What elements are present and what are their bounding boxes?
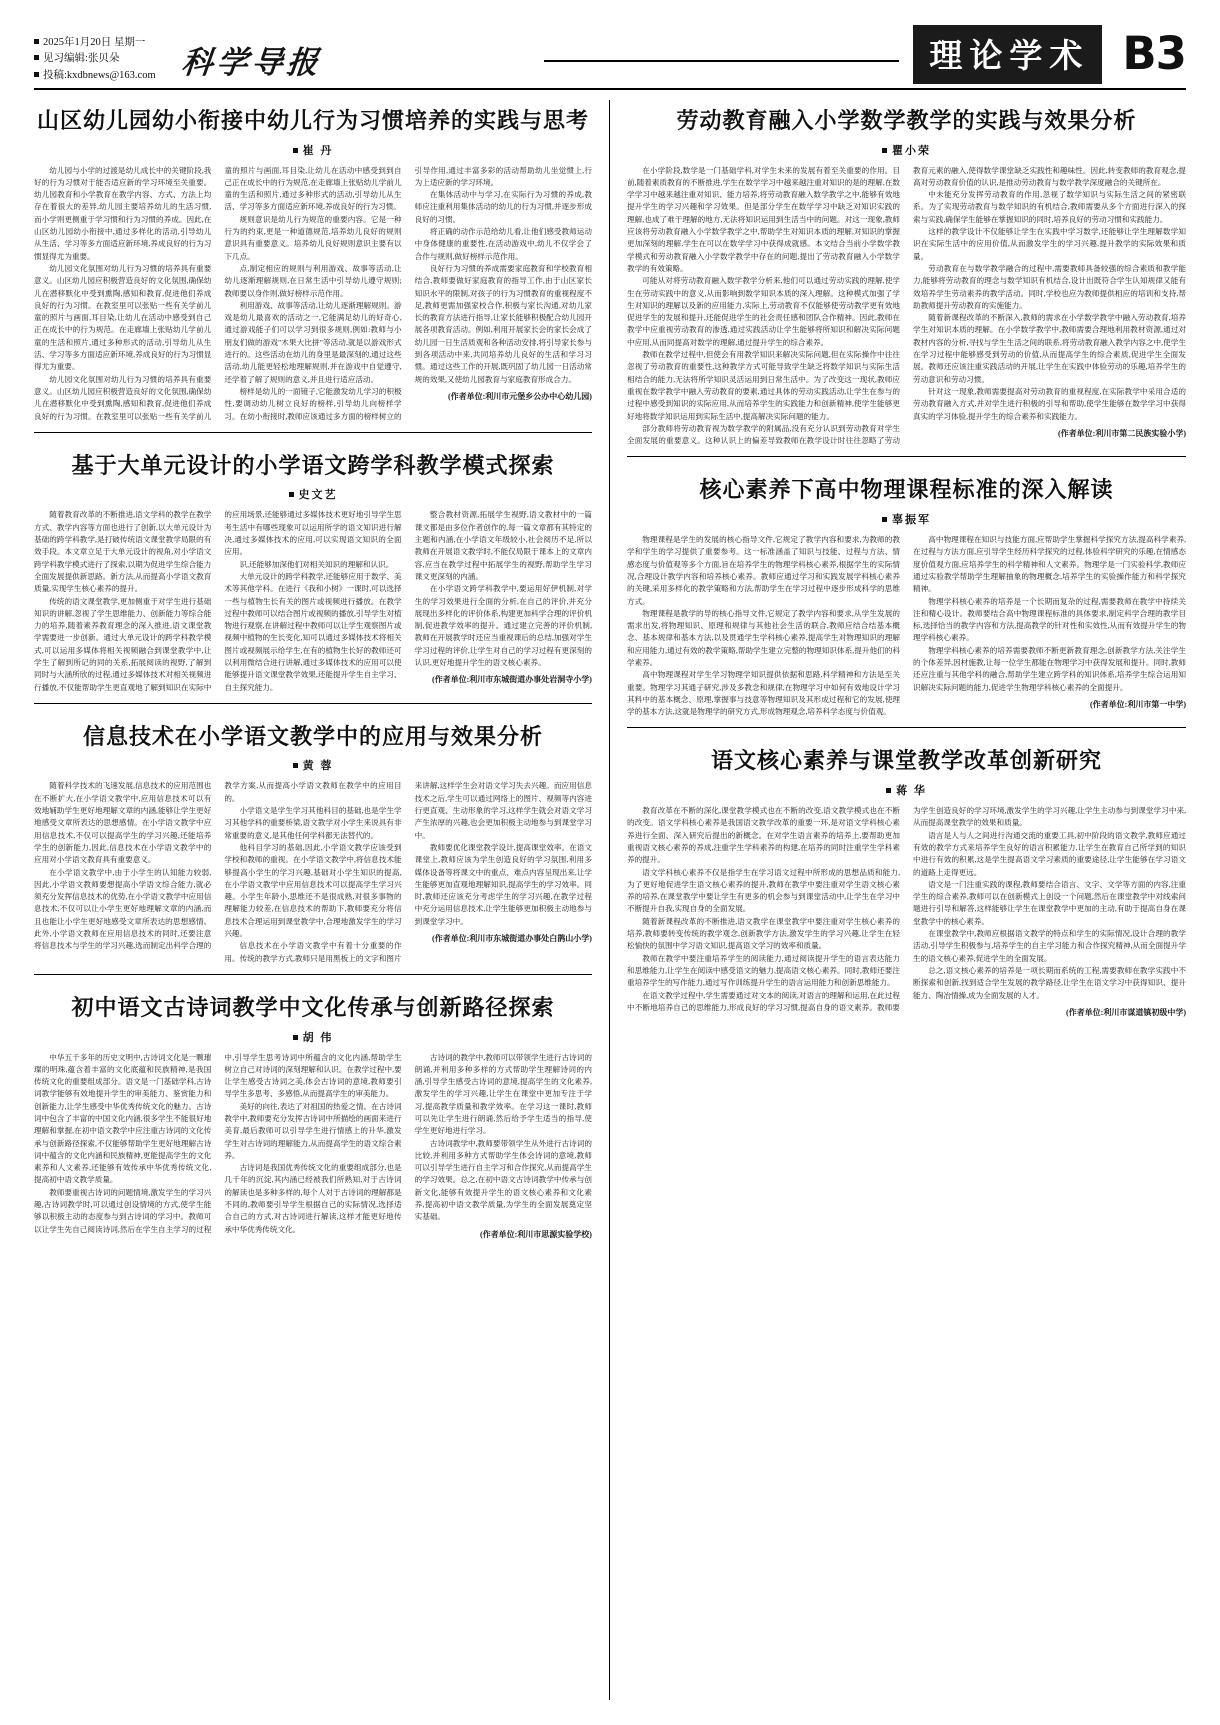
paragraph: 识,还能够加深他们对相关知识的理解和认识。 <box>239 559 394 569</box>
bullet-square-icon <box>34 55 39 60</box>
article-author: 瞿小荣 <box>892 144 931 157</box>
article-affiliation: (作者单位:利川市东城街道办事处白鹊山小学) <box>431 934 592 944</box>
right-column-group <box>610 100 1186 1700</box>
paragraph: 在课堂教学中,教师应根据语文教学的特点和学生的实际情况,设计合理的教学活动,引导学生积极参与,培养学生的自主学习能力和合作探究精神,从而全面提升学生的语文核心素养,促进学生的全面发展。 <box>913 929 1186 963</box>
article-affiliation: (作者单位:利川市思源实验学校) <box>479 1229 592 1239</box>
article-danyuan-sheji <box>34 445 592 704</box>
article-laodong-jiaoyu <box>627 100 1186 457</box>
bullet-square-icon <box>293 1035 298 1040</box>
paragraph: 劳动教育在与数学教学融合的过程中,需要教师具备较强的综合素质和教学能力,能够将劳动教育的理念与数学知识有机结合,设计出既符合学生认知规律又能有效培养学生劳动素养的教学活动。同时,学校也应为教师提供相应的培训和支持,帮助教师提升劳动教育的实施能力。 <box>913 263 1186 310</box>
article-divider <box>627 727 1186 728</box>
paragraph: 高中物理课程对学生学习物理学知识提供依据和思路,科学精神和方法是至关重要。物理学习其通子研究,涉及多教念和规律,在物理学习中如何有效地设计学习其料中的基本概念、原理,掌握事与技意等物理知识及其形成过程和它的发展,使理学的基本方法,这就是物理学的研究方式,形成物理观念,培养科学态度与价值观。 <box>627 670 900 717</box>
paragraph: 榜样是幼儿的一面镜子,它能激发幼儿学习的积极性,要调动幼儿树立良好的榜样,引导幼儿向榜样学习。在幼小衔接时,教师应该通过多方面的榜样树立的引导作用,通过丰富多彩的活动帮助幼儿坐觉惯上,行为上适应新的学习环境。 <box>224 165 592 421</box>
paragraph: 在集体活动中与学习,在实际行为习惯的养成,教师应注重利用集体活动的幼儿的行为习惯,并逐步形成良好的习惯。 <box>414 190 592 224</box>
paper-logo: 科学导报 <box>179 45 324 81</box>
article-gushici <box>34 987 592 1242</box>
paragraph: 物理学科核心素养的培养是一个长期而复杂的过程,需要教师在教学中持续关注和精心设计。教师要结合高中物理课程标准的具体要求,制定科学合理的教学目标,选择恰当的教学内容和方法,提高教学的针对性和实效性,从而有效提升学生的物理学科核心素养。 <box>913 596 1186 643</box>
bullet-square-icon <box>886 788 891 793</box>
paragraph: 随着新课程改革的不断推进,语文教学在课堂教学中要注重对学生核心素养的培养,教师要转变传统的教学观念,创新教学方法,激发学生的学习兴趣,让学生在轻松愉快的氛围中学习语文知识,提高语文学习的效率和质量。 <box>627 916 900 951</box>
paragraph: 随着教育改革的不断推进,语文学科的教学在教学方式、教学内容等方面也进行了创新,以大单元设计为基础的跨学科教学,是打破传统语文课堂教学局限的有效手段。本文章立足于大单元设计的视角,对小学语文跨学科教学模式进行了探索,以期为促进学生综合能力全面发展提供新思路。新方法,从而提高小学语文教育质量,实现学生核心素养的提升。 <box>34 510 212 594</box>
publish-date-row <box>34 35 156 51</box>
paragraph: 将正确的动作示范给幼儿看,让他们感受教师运动中身体健康的重要性,在活动游戏中,幼儿不仅学会了合作与规则,做好榜样示范作用。 <box>414 227 592 261</box>
article-divider <box>34 432 592 433</box>
section-badge: 理论学术 <box>913 25 1102 84</box>
article-author: 胡 伟 <box>302 1031 334 1044</box>
article-divider <box>34 974 592 975</box>
publish-date: 2025年1月20日 星期一 <box>43 37 146 49</box>
paragraph: 在语文教学过程中,学生需要通过对文本的阅读,对语言的理解和运用,在此过程中不断地培养自己的思维能力,形成良好的学习习惯,提高自身的语文素养。教师要为学生创造良好的学习环境,激发学生的学习兴趣,让学生主动参与到课堂学习中来,从而提高课堂教学的效果和质量。 <box>627 806 1186 1012</box>
paragraph: 幼儿园文化氛围对幼儿行为习惯的培养具有重要意义。山区幼儿园应积极营造良好的文化氛围,确保幼儿在潜移默化中受到熏陶,感知和教育,促进他们养成良好的行为习惯。在教室里可以张贴一些有关学前儿童的照片与画面,耳目染,让幼儿在活动中感受到到自己正在成长中的行为规范,在走廊墙上张贴幼儿学前儿童的生活和照片,通过多种形式的活动,引导幼儿从生活、学习等多方面适应新环境,养成良好的行为习惯。 <box>34 165 402 421</box>
paragraph: 随着科学技术的飞速发展,信息技术的应用范围也在不断扩大,在小学语文教学中,应用信息技术可以有效地辅助学生更好地理解文章的内涵,能够让学生更好地感受文章所表达的思想感情。在小学语文教学中应用信息技术,不仅可以提高学生的学习兴趣,还能培养学生的创新能力,因此,信息技术在小学语文教学中的应用对小学语文教育具有重要意义。 <box>34 781 212 865</box>
paragraph: 中华五千多年的历史文明中,古诗词文化是一颗璀璨的明珠,蕴含着丰富的文化底蕴和民族精神,是我国传统文化的重要组成部分。语文是一门基础学科,古诗词教学能够有效地提升学生的审美能力、鉴赏能力和创新能力,让学生感受中华优秀传统文化的魅力。古诗词中包含了丰富的中国文化内涵,很多学生不能很好地理解和掌握,在初中语文教学中应注重古诗词的文化传承与创新路径探索,不仅能够帮助学生更好地理解古诗词中蕴含的文化内涵和民族精神,更能提高学生的文化素养和人文素养,还能够有效传承中华优秀传统文化,提高初中语文教学质量。 <box>34 1052 212 1185</box>
bullet-square-icon <box>882 517 887 522</box>
article-author: 蒋 华 <box>896 785 927 798</box>
bullet-square-icon <box>34 72 39 77</box>
paragraph: 语文是一门注重实践的课程,教师要结合语言、文字、文学等方面的内容,注重学生的综合素养,教师可以在创新模式上创设一个问题,然后在课堂教学中对线索问题进行引导和解答,这样能够让学生在课堂教学中更加的主动,有助于提高自身在课堂教学中的核心素养。 <box>913 879 1186 926</box>
article-affiliation: (作者单位:利川市第二民族实验小学) <box>1058 428 1186 438</box>
article-divider <box>34 703 592 704</box>
paragraph: 古诗词是我国优秀传统文化的重要组成部分,也是几千年的沉淀,其内涵已经被我们所熟知,对于古诗词的解读也是多种多样的,每个人对于古诗词的理解都是不同的,教师要引导学生根据自己的实际情况,选择适合自己的方式,对古诗词进行解读,这样才能更好地传承中华优秀传统文化。 <box>224 1163 402 1234</box>
article-author: 辜振军 <box>892 514 931 527</box>
editor-row <box>34 51 156 67</box>
article-author: 史文艺 <box>298 489 338 502</box>
paragraph: 这样的教学设计不仅能够让学生在实践中学习数学,还能够让学生理解数学知识在实际生活中的应用价值,从而激发学生的学习兴趣,提升教学的实际效果和质量。 <box>913 227 1186 261</box>
article-byline <box>627 511 1186 527</box>
masthead-right <box>544 25 1186 84</box>
article-title: 信息技术在小学语文教学中的应用与效果分析 <box>82 723 543 750</box>
article-title: 初中语文古诗词教学中文化传承与创新路径探索 <box>71 994 555 1021</box>
article-body <box>627 165 1186 448</box>
paragraph: 古诗词的教学中,教师可以带领学生进行古诗词的朗诵,并利用多种多样的方式帮助学生理解诗词的内涵,引导学生感受古诗词的意境,提高学生的文化素养,激发学生的学习兴趣,让学生在课堂中更加专注于学习,提高教学质量和教学效率。在学习这一课时,教师可以先让学生进行朗诵,然后给予学生适当的指导,使学生更好地进行学习。 <box>414 1052 592 1136</box>
email-row <box>34 68 156 84</box>
masthead-rule <box>544 60 899 62</box>
paragraph: 大单元设计的跨学科教学,还能够应用于数学、美术等其他学科。在进行《我和小树》一课时,可以选择一些与植物生长有关的图片或视频进行播放。在教学过程中教师可以结合图片或视频的播放,引导学生对植物进行观察,在讲解过程中教师可以让学生观察图片或视频中植物的生长变化,知可以通过多媒体技术将相关图片或视频展示给学生,在有的植物生长好的教师还可以利用微结合进行讲解,通过多媒体技术的应用可以使能够提升语文课堂教学效果,还能提升学生自主学习、自主探究能力。 <box>224 571 402 692</box>
paragraph: 传统的语文课堂教学,更加侧重于对学生进行基础知识的讲解,忽视了学生思维能力、创新能力等综合能力的培养,随着素养教育理念的深入推进,语文课堂教学需要进一步创新。通过大单元设计的跨学科教学模式,可以运用多媒体将相关视频融合到课堂教学中,让学生了解到所记的同的关系,拓展阅读的视野,了解到同时与大涵所欣的过程,通过多媒体技术对相关视频进行播放,不仅能帮助学生更直观地了解到知识在实际中的应用场景,还能够通过多媒体技术更好地引导学生思考生活中有哪些现象可以运用所学的语文知识进行解决,通过多媒体技术的应用,可以实现语文知识的全面应用。 <box>34 510 402 692</box>
article-affiliation: (作者单位:利川市谋道镇初级中学) <box>1066 1007 1186 1017</box>
article-body <box>627 805 1186 1020</box>
paragraph: 他科目学习的基础,因此,小学语文教学应该受到学校和教师的重视。在小学语文教学中,将信息技术能够提高小学生的学习兴趣,基础对小学生知识的提高,在小学语文教学中应用信息技术可以提高学生学习兴趣。小学生年龄小,思维还不是很成熟,对很多事物的理解能力较差,在信息技术的帮助下,教师要充分将信息技术合理运用到课堂教学中,合理地激发学生的学习兴趣。 <box>224 842 402 939</box>
paragraph: 幼儿园与小学的过渡是幼儿成长中的关键阶段,我好的行为习惯对于能否适应新的学习环境至关重要。幼儿园教育和小学教育在教学内容、方式、方法上均存在着很大的差异,幼儿园主要培养幼儿的生活习惯,而小学则更侧重于学习惯和行为习惯的养成。因此,在山区幼儿园幼小衔接中,通过多样化的活动,引导幼儿从生活、学习等多方面适应新环境,养成良好的行为习惯显得尤为重要。 <box>34 165 212 261</box>
paragraph: 良好行为习惯的养成需要家庭教育和学校教育相结合,教师要做好家庭教育的指导工作,由于山区家长知识水平的限制,对孩子的行为习惯教育的重视程度不足,教师更需加强家校合作,积极与家长沟通,对幼儿家长的教育方法进行指导,让家长能够积极配合幼儿园开展各项教育活动。例如,利用开展家长会的家长会成了幼儿园一日生活质观和各种活动安排,将引导家长参与到各项活动中来,共同培养幼儿良好的生活和学习习惯。通过这些工作的开展,既巩固了幼儿园一日活动常规的效果,又使幼儿园教育与家庭教育形成合力。 <box>414 263 592 384</box>
paragraph: 规则意识是幼儿行为规范的重要内容。它是一种行为的约束,更是一种道德规范,培养幼儿良好的规则意识具有重要意义。培养幼儿良好规则意识主要有以下几点。 <box>224 214 402 261</box>
paragraph: 教师要优化课堂教学设计,提高课堂效率。在语文课堂上,教师应该为学生创造良好的学习氛围,利用多媒体设备等将课文中的重点、难点内容呈现出来,让学生能够更加直观地理解知识,提高学生的学习效率。同时,教师还应该充分考虑学生的学习兴趣,在教学过程中充分运用信息技术,让学生能够更加积极主动地参与到课堂学习中。 <box>414 842 592 926</box>
article-title: 山区幼儿园幼小衔接中幼儿行为习惯培养的实践与思考 <box>36 108 589 134</box>
paragraph: 幼儿园文化氛围对幼儿行为习惯的培养具有重要意义。山区幼儿园应积极营造良好的文化氛围,确保幼儿在潜移默化中受到熏陶,感知和教育,促进他们养成良好的行为习惯。在教室里可以张贴一些有关学前儿童的照片与画面,耳目染,让幼儿在活动中感受到自己正在成长中的行为规范。在走廊墙上张贴幼儿学前儿童的生活和照片,通过多种形式的活动,引导幼儿从生活、学习等多方面适应新环境,养成良好的行为习惯显得尤为重要。 <box>34 263 212 372</box>
paragraph: 语文学科核心素养不仅是指学生在学习语文过程中所形成的思想品质和能力,为了更好地促进学生语文核心素养的提升,教师在教学中要注重对学生语文核心素养的培养,在课堂教学中要让学生有更多的机会参与到课堂活动中,让学生在学习中不断提升自我,实现自身的全面发展。 <box>627 867 900 914</box>
page-number: B3 <box>1122 27 1186 80</box>
paragraph: 高中物理课程在知识与技能方面,应帮助学生掌握科学探究方法,提高科学素养,在过程与方法方面,应引导学生经历科学探究的过程,体验科学研究的乐趣,在情感态度价值观方面,应培养学生的科学精神和人文素养。物理学是一门实验科学,教师应通过实验教学帮助学生理解抽象的物理概念,培养学生的实验操作能力和科学探究精神。 <box>913 535 1186 594</box>
bullet-square-icon <box>293 763 298 768</box>
bullet-square-icon <box>289 492 294 497</box>
paragraph: 总之,语文核心素养的培养是一项长期而系统的工程,需要教师在教学实践中不断探索和创新,找到适合学生发展的教学路径,让学生在语文学习中获得知识、提升能力、陶冶情操,成为全面发展的人才。 <box>913 965 1186 1000</box>
article-body <box>627 534 1186 718</box>
masthead-info <box>34 35 156 84</box>
article-wuli-kecheng <box>627 469 1186 728</box>
paragraph: 物理课程是教学的导的核心指导文件,它规定了教学内容和要求,从学生发展的需求出发,将物理知识、原理和规律与其他社会生活的联合,教师应结合结基本概念、基本规律和基本方法,以及贯通学生学科核心素养,提高学生对物理知识的理解和应用能力,通过有效的教学策略,帮助学生建立完整的物理知识体系,提升他们的科学素养。 <box>627 608 900 667</box>
paragraph: 信息技术在小学语文教学中有着十分重要的作用。传统的教学方式,教师只是用黑板上的文字和图片来讲解,这样学生会对语文学习失去兴趣。而应用信息技术之后,学生可以通过网络上的图片、视频等内容进行更直观、生动形象的学习,这样学生就会对语文学习产生浓厚的兴趣,也会更加积极主动地参与到课堂学习中。 <box>224 781 592 963</box>
article-byline <box>34 142 592 158</box>
article-byline <box>627 142 1186 158</box>
article-author: 黄 蓉 <box>302 760 334 773</box>
paragraph: 在小学阶段,数学是一门基础学科,对学生未来的发展有着至关重要的作用。目前,随着素质教育的不断推进,学生在数学学习中越来越注重对知识的是的理解,在数学学习中越来越注重对知识、能力培养,将劳动教育融入数学教学之中,能够有效地提升学生的学习兴趣和学习效果。但是部分学生在数学学习中缺乏对知识实践的理解,也成了难于理解的地方,无法将知识运用到生活当中的问题。对这一现象,教师应该将劳动教育融入小学数学教学之中,帮助学生对知识本质的理解,对知识的掌握更加深刻的理解,学生在可以在数学学习中获得成就感。本文结合当前小学数学教学模式和劳动教育融入小学数学教学中存在的问题,提出了劳动教育融入小学数学教学的有效策略。 <box>627 165 900 273</box>
paragraph: 中未能充分发挥劳动教育的作用,忽视了数学知识与实际生活之间的紧密联系。为了实现劳动教育与数学知识的有机结合,教师需要从多个方面进行深入的探索与实践,确保学生能够在掌握知识的同时,培养良好的劳动习惯和实践能力。 <box>913 190 1186 224</box>
article-yuwen-hexin-suyang <box>627 740 1186 1019</box>
article-title: 基于大单元设计的小学语文跨学科教学模式探索 <box>71 452 555 479</box>
article-body <box>34 1052 592 1242</box>
bullet-square-icon <box>882 148 887 153</box>
paragraph: 点,制定相应的规则与利用游戏、故事等活动,让幼儿逐渐理解规则,在日常生活中引导幼儿遵守规则;教师要以身作则,做好榜样示范作用。 <box>224 263 402 298</box>
article-byline <box>34 757 592 773</box>
article-body <box>34 780 592 964</box>
paragraph: 古诗词教学中,教师要带领学生从外进行古诗词的比较,并利用多种方式帮助学生体会诗词的意境,教师可以引导学生进行自主学习和合作探究,从而提高学生的学习效果。总之,在初中语文古诗词教学中传承与创新文化,能够有效提升学生的语文核心素养和文化素养,提高初中语文教学质量,为学生的全面发展奠定坚实基础。 <box>414 1138 592 1222</box>
article-title: 劳动教育融入小学数学教学的实践与效果分析 <box>676 108 1137 134</box>
article-author: 崔 丹 <box>302 144 334 157</box>
paragraph: 在小学语文跨学科教学中,要运用好伊机制,对学生的学习效果进行全面的分析,在自己的评价,并充分展现出多样化的评价体系,构建更加科学合理的评价机制,促进教学效率的提升。通过建立完善的评价机制,教师在开展教学时还应当重视课后的总结,加强对学生学习过程的评价,让学生对自己的学习过程有更深刻的认识,更好地提升学生的语文核心素养。 <box>414 584 592 667</box>
paragraph: 物理课程是学生的发展的核心指导文件,它规定了教学内容和要求,为教师的教学和学生的学习提供了重要参考。这一标准涵盖了知识与技能、过程与方法、情感态度与价值观等多个方面,旨在培养学生的物理学科核心素养,根据学生的实际情况,合理设计教学内容和培养核心素养。教师应通过学习和实践发展学科核心素养的关键,采用多样化的教学策略和方法,帮助学生在学习过程中逐步形成科学的思维方式。 <box>627 535 900 606</box>
paragraph: 随着新课程改革的不断深入,教师的需求在小学数学教学中融入劳动教育,培养学生对知识本质的理解。在小学数学教学中,教师需要合理地利用教材资源,通过对教材内容的分析,寻找与学生生活之间的联系,将劳动教育融入教学内容之中,使学生在学习过程中能够感受到劳动的价值,从而提高学生的综合素质,促进学生全面发展。教师还应该注重实践活动的开展,让学生在实践中体验劳动的乐趣,培养学生的劳动意识和劳动习惯。 <box>913 313 1186 384</box>
paragraph: 可能从对将劳动教育融入数学教学分析来,他们可以通过劳动实践的理解,使学生在劳动实践中的意义,从而影响到数学知识本质的深入理解。这种模式加强了学生对知识的理解以及新的应用能力,实际上,劳动教育不仅能够使劳动教学更有效地促进学生的发展和提升,还能促进学生的社会责任感和团队合作精神。因此,教师在教学中应重视劳动教育的渗透,通过实践活动让学生能够将所知识和解决实际问题中应用,从而同提高对数学的理解,通过提升学生的综合素养。 <box>627 276 900 347</box>
article-affiliation: (作者单位:利川市第一中学) <box>1090 699 1186 709</box>
masthead <box>34 22 1186 90</box>
paragraph: 针对这一现象,教师需要提高对劳动教育的重视程度,在实际教学中采用合适的劳动教育融入方式,并对学生进行积极的引导和帮助,使学生能够在数学学习中获得真实的学习体验,提升学生的综合素养和实践能力。 <box>913 386 1186 421</box>
paragraph: 小学语文是学生学习其他科目的基础,也是学生学习其他学科的重要桥梁,语文教学对小学生来说具有非常重要的意义,是其他任何学科都无法替代的。 <box>224 806 402 840</box>
page-content <box>34 100 1186 1700</box>
article-shanqu-youeryuan <box>34 100 592 433</box>
article-affiliation: (作者单位:利川市元堡乡公办中心幼儿园) <box>447 391 592 401</box>
article-title: 语文核心素养与课堂教学改革创新研究 <box>710 748 1102 775</box>
paragraph: 美好的向往,表达了对祖国的热爱之情。在古诗词教学中,教师要充分发挥古诗词中所描绘的画面来进行美育,最后教师可以引导学生进行情感上的升华,激发学生对古诗词的理解能力,从而提高学生的语文综合素养。 <box>224 1101 402 1160</box>
paragraph: 在小学语文教学中,由于小学生的认知能力较弱,因此,小学语文教师要想提高小学语文综合能力,就必须充分发挥信息技术的优势,在小学语文教学中应用信息技术,不仅可以让小学生更好地理解文章的内涵,而且也能让小学生更好地感受文章所表达的思想感情。此外,小学语文教师在应用信息技术的同时,还要注意将信息技术与学生的学习兴趣,选而制定出科学合理的教学方案,从而提高小学语文教师在教学中的应用目的。 <box>34 781 402 951</box>
paragraph: 教师在教学中要注重培养学生的阅读能力,通过阅读提升学生的语言表达能力和思维能力,让学生在阅读中感受语文的魅力,提高语文核心素养。同时,教师还要注重培养学生的写作能力,通过写作训练提升学生的语言运用能力和创新思维能力。 <box>627 953 900 988</box>
article-byline <box>34 486 592 502</box>
left-column-group <box>34 100 610 1700</box>
article-xinxi-jishu <box>34 716 592 975</box>
paragraph: 语言是人与人之间进行沟通交流的重要工具,初中阶段的语文教学,教师应通过有效的教学方式来培养学生良好的语言积累能力,让学生在教育自己所学到的知识中进行有效的积累,这是学生提高语文学习素质的重要途径,让学生能够在学习语文的道路上走得更远。 <box>913 830 1186 877</box>
paragraph: 教育改革在不断的深化,课堂教学模式也在不断的改变,语文教学模式也在不断的改变。语文学科核心素养是我国语文教学改革的重要一环,是对语文学科核心素养进行全面、深入研究后提出的新概念。在对学生语言素养的培养上,要帮助更加重视语文核心素养的养成,注重学生学科素养的构建,在培养的同时注重学生学科素养的提升。 <box>627 806 900 865</box>
paragraph: 利用游戏、故事等活动,让幼儿逐渐理解规则。游戏是幼儿最喜欢的活动之一,它能满足幼儿的好奇心,通过游戏能子们可以学习到很多规则,例如:教师与小朋友们做的游戏"木果大比拼"等活动,就是以游戏形式进行的。这些活动在幼儿的身里是最深刻的,通过这些活动,幼儿能更轻松地理解规则,并在游戏中自觉遵守,还学着了解了规则的意义,并且进行适应活动。 <box>224 300 402 384</box>
editor: 见习编辑:张贝朵 <box>43 53 120 65</box>
paragraph: 部分教师将劳动教育视为数学教学的附属品,没有充分认识到劳动教育对学生全面发展的重要意义。这种认识上的偏差导致教师在教学设计时往往忽略了劳动教育元素的融入,使得数学课堂缺乏实践性和趣味性。因此,转变教师的教育观念,提高对劳动教育价值的认识,是推动劳动教育与数学教学深度融合的关键所在。 <box>627 165 1186 446</box>
article-divider <box>627 456 1186 457</box>
paragraph: 教师在教学过程中,但使会有用教学知识来解决实际问题,但在实际操作中往往忽视了劳动教育的重要性,这种教学方式可能导致学生缺乏将数学知识与实际生活相结合的能力,无法将所学知识灵活运用到日常生活中。为了改变这一现状,教师应重视在数学教学中融入劳动教育的要素,通过具体的劳动实践活动,让学生在参与的过程中感受到知识的实际应用,从而培养学生的实践能力和创新精神,使学生能够更好地将数学知识运用到实际生活中,提高解决实际问题的能力。 <box>627 350 900 421</box>
bullet-square-icon <box>34 39 39 44</box>
article-affiliation: (作者单位:利川市东城街道办事处岩洞寺小学) <box>431 675 592 685</box>
article-body <box>34 509 592 693</box>
paragraph: 物理学科核心素养的培养需要教师不断更新教育理念,创新教学方法,关注学生的个体差异,因材施教,让每一位学生都能在物理学习中获得发展和提升。同时,教师还应注重与其他学科的融合,帮助学生建立跨学科的知识体系,培养学生综合运用知识解决实际问题的能力,促进学生物理学科核心素养的全面提升。 <box>913 645 1186 692</box>
submission-email: 投稿:kxdbnews@163.com <box>43 69 156 81</box>
article-body <box>34 165 592 423</box>
article-byline <box>627 782 1186 798</box>
paragraph: 整合教材资源,拓展学生视野,语文教材中的一篇课文都是由多位作者创作的,每一篇文章都有其特定的主题和内涵,在小学语文年级较小,社会阅历不足,所以教师在开展语文教学时,不能仅局限于课本上的文章内容,应当在教学过程中拓展学生的视野,帮助学生学习课文更深刻的内涵。 <box>414 510 592 581</box>
paragraph: 教师要重视古诗词的问题情境,激发学生的学习兴趣,古诗词教学时,可以通过创设情境的方式,使学生能够以积极主动的态度参与到古诗词的学习中。教师可以让学生先自己阅读诗词,然后在学生自主学习的过程中,引导学生思考诗词中所蕴含的文化内涵,帮助学生树立自己对诗词的深刻理解和认识。在教学过程中,要让学生感受古诗词之美,体会古诗词的意境,教师要引导学生多思考、多感悟,从而提高学生的审美能力。 <box>34 1052 402 1234</box>
article-byline <box>34 1029 592 1045</box>
article-title: 核心素养下高中物理课程标准的深入解读 <box>699 477 1114 504</box>
bullet-square-icon <box>293 148 298 153</box>
